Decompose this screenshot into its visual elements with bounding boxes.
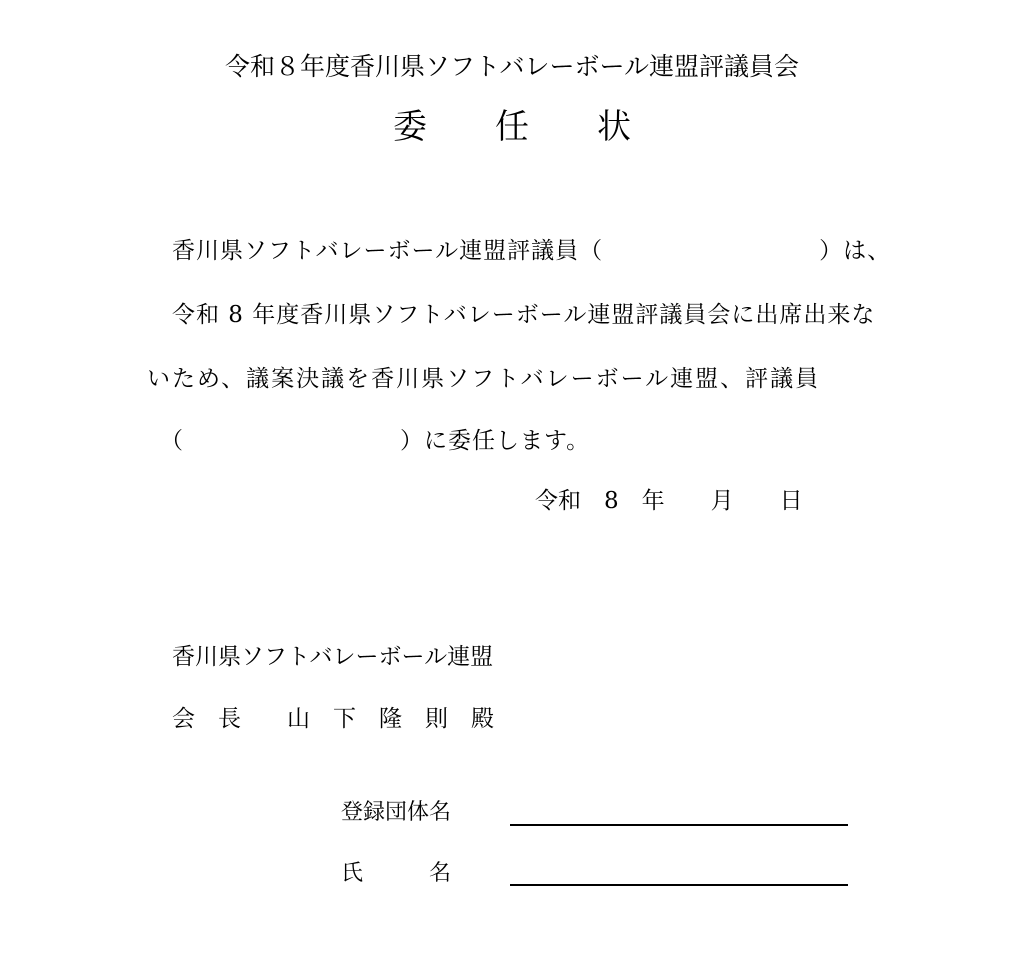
date-line: 令和 8 年 月 日 [535,488,803,514]
organization-signature-line[interactable] [510,824,848,826]
body-line-3: いため、議案決議を香川県ソフトバレーボール連盟、評議員 [147,366,821,392]
body-line-2: 令和 8 年度香川県ソフトバレーボール連盟評議員会に出席出来な [172,302,876,328]
organization-label: 登録団体名 [341,800,452,825]
body-line-1: 香川県ソフトバレーボール連盟評議員（ ）は、 [172,238,892,264]
document-title: 委 任 状 [393,107,631,147]
addressee-organization: 香川県ソフトバレーボール連盟 [172,644,494,670]
body-line-4: （ ）に委任します。 [160,428,591,454]
addressee-person: 会 長 山 下 隆 則 殿 [172,706,494,732]
name-label: 氏 名 [341,861,452,886]
name-signature-line[interactable] [510,884,848,886]
header-title: 令和８年度香川県ソフトバレーボール連盟評議員会 [224,52,799,81]
